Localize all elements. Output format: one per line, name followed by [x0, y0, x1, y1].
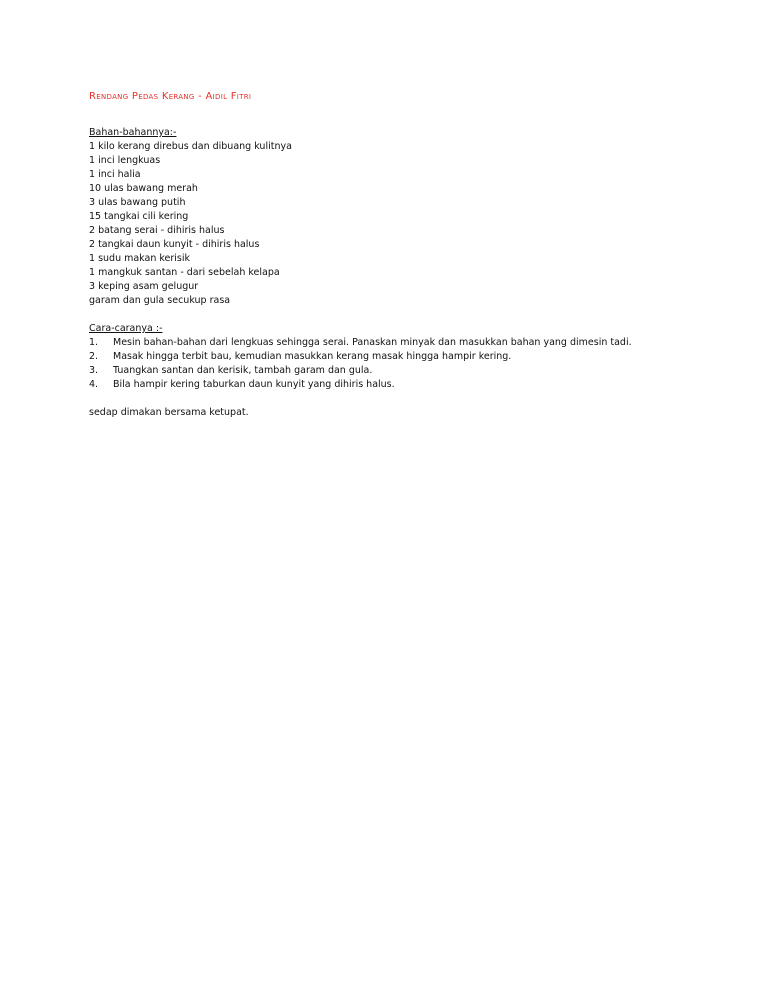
ingredient-item: 3 keping asam gelugur — [89, 281, 199, 292]
step-text: Tuangkan santan dan kerisik, tambah garam dan gula. — [113, 365, 373, 376]
closing-note: sedap dimakan bersama ketupat. — [89, 407, 249, 418]
ingredient-item: 2 batang serai - dihiris halus — [89, 225, 225, 236]
method-step — [89, 378, 632, 392]
method-heading: Cara-caranya :- — [89, 323, 163, 334]
step-number: 3. — [89, 365, 99, 376]
ingredient-item: 1 sudu makan kerisik — [89, 253, 191, 264]
step-text: Mesin bahan-bahan dari lengkuas sehingga serai. Panaskan minyak dan masukkan bahan yang dimesin tadi. — [113, 337, 632, 348]
ingredient-item: 1 mangkuk santan - dari sebelah kelapa — [89, 267, 280, 278]
method-steps-list — [89, 336, 632, 392]
ingredient-item: garam dan gula secukup rasa — [89, 295, 231, 306]
ingredients-section — [89, 126, 292, 308]
ingredient-item: 2 tangkai daun kunyit - dihiris halus — [89, 239, 260, 250]
ingredient-item: 10 ulas bawang merah — [89, 183, 198, 194]
step-number: 4. — [89, 379, 99, 390]
step-number: 1. — [89, 337, 99, 348]
ingredient-item: 3 ulas bawang putih — [89, 197, 186, 208]
ingredients-heading: Bahan-bahannya:- — [89, 127, 177, 138]
step-text: Masak hingga terbit bau, kemudian masukkan kerang masak hingga hampir kering. — [113, 351, 512, 362]
recipe-title: Rendang Pedas Kerang - Aidil Fitri — [89, 91, 252, 102]
step-text: Bila hampir kering taburkan daun kunyit yang dihiris halus. — [113, 379, 395, 390]
step-number: 2. — [89, 351, 99, 362]
ingredients-list — [89, 140, 292, 308]
method-section — [89, 322, 632, 392]
ingredient-item: 1 inci lengkuas — [89, 155, 161, 166]
method-step — [89, 364, 632, 378]
ingredient-item: 1 inci halia — [89, 169, 141, 180]
ingredient-item: 15 tangkai cili kering — [89, 211, 189, 222]
method-step — [89, 350, 632, 364]
ingredient-item: 1 kilo kerang direbus dan dibuang kulitnya — [89, 141, 292, 152]
method-step — [89, 336, 632, 350]
